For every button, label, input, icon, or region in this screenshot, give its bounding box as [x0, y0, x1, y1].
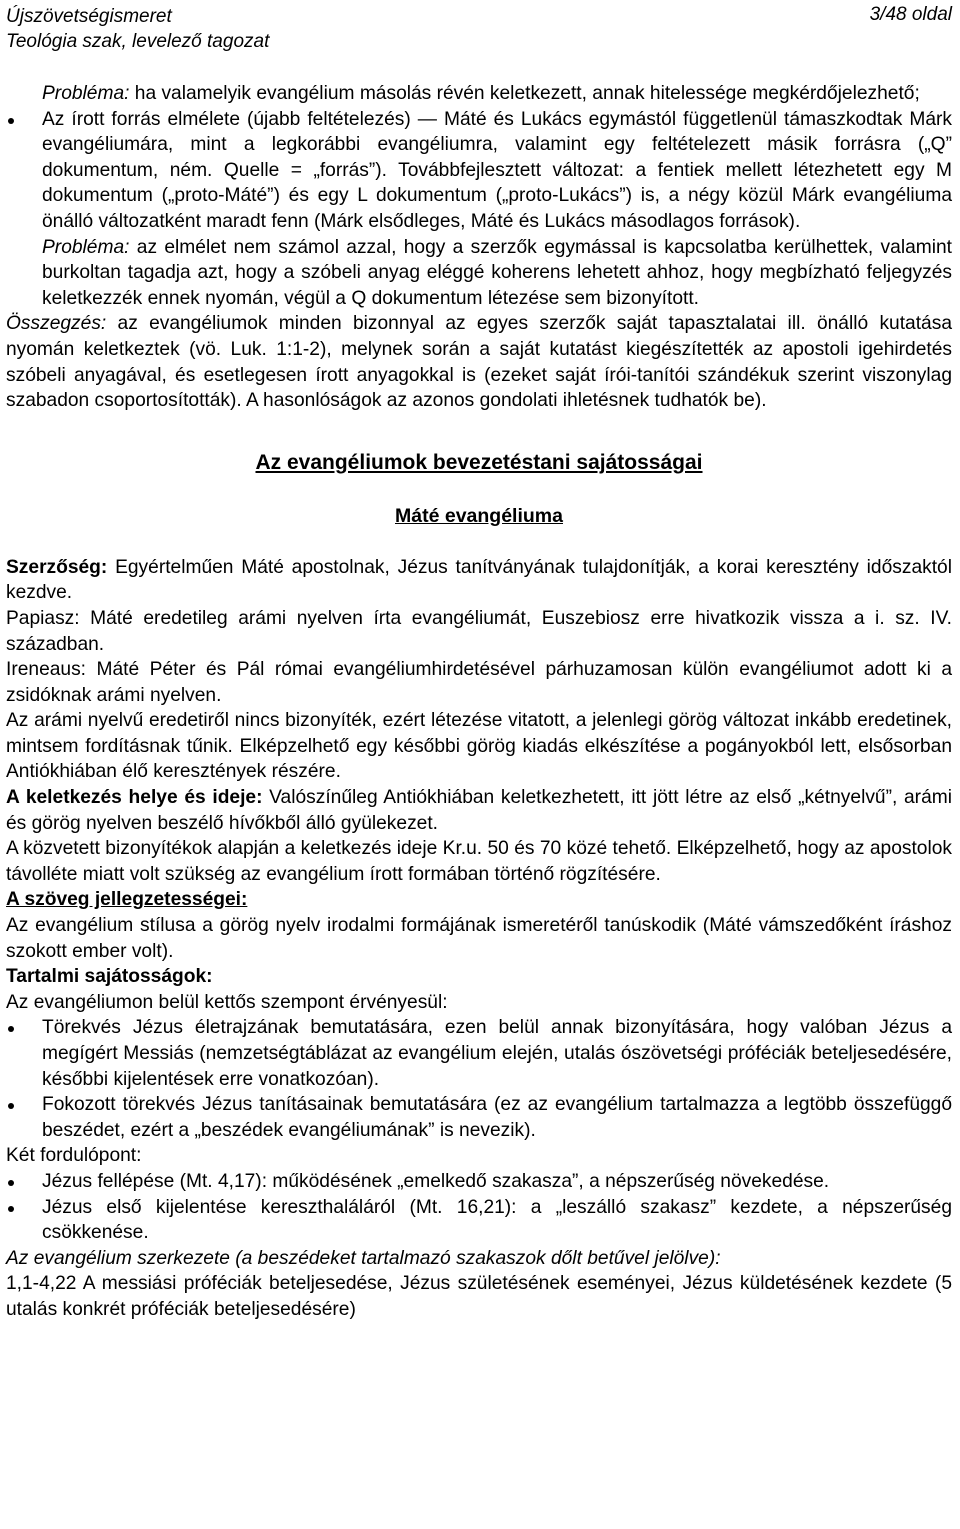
paragraph	[6, 311, 952, 413]
bullet-item	[6, 107, 952, 235]
paragraph	[6, 1246, 952, 1272]
paragraph-label: Tartalmi sajátosságok:	[6, 966, 213, 988]
document-header	[6, 4, 269, 54]
paragraph-label: A keletkezés helye és ideje:	[6, 787, 263, 809]
paragraph	[6, 836, 952, 887]
paragraph-text: Két fordulópont:	[6, 1145, 142, 1167]
page-number: 3/48 oldal	[869, 4, 952, 25]
document-subtitle: Teológia szak, levelező tagozat	[6, 31, 270, 52]
paragraph-label: Probléma:	[42, 236, 130, 258]
paragraph-label: Összegzés:	[6, 313, 107, 335]
paragraph	[6, 657, 952, 708]
paragraph	[6, 606, 952, 657]
paragraph-text: Az írott forrás elmélete (újabb feltételezés) — Máté és Lukács egymástól függetlenül támaszkodtak Márk evangéliumára, mint a legkorábbi evangéliumra, valamint egy feltételezett másik forrásra („Q” dokumentum, ném. Quelle = „forrás”). Továbbfejlesztett változat: a fentiek mellett létezhetett egy M dokumentum („proto-Máté”) és egy L dokumentum („proto-Lukács”) is, a négy közül Márk evangéliuma önálló változatként maradt fenn (Márk elsődleges, Máté és Lukács másodlagos források).	[42, 108, 952, 232]
bullet-item	[6, 1195, 952, 1246]
paragraph-text: Ireneaus: Máté Péter és Pál római evangéliumhirdetésével párhuzamosan külön evangéliumot adott ki a zsidóknak arámi nyelven.	[6, 659, 952, 706]
bullet-item	[6, 1169, 952, 1195]
paragraph	[6, 708, 952, 785]
paragraph-label: A szöveg jellegzetességei:	[6, 889, 248, 911]
paragraph-text: Fokozott törekvés Jézus tanításainak bemutatására (ez az evangélium tartalmazza a legtöbb összefüggő beszédet, ezért a „beszédek evangéliumának” is nevezik).	[42, 1094, 952, 1141]
paragraph-text: ha valamelyik evangélium másolás révén keletkezett, annak hitelessége megkérdőjelezhető;	[129, 83, 920, 104]
paragraph-text: 1,1-4,22 A messiási próféciák beteljesedése, Jézus születésének eseményei, Jézus küldetésének kezdete (5 utalás konkrét próféciák beteljesedésére)	[6, 1273, 952, 1320]
paragraph-text: Jézus első kijelentése kereszthaláláról (Mt. 16,21): a „leszálló szakasz” kezdete, a népszerűség csökkenése.	[42, 1196, 952, 1244]
paragraph-label: Az evangélium szerkezete (a beszédeket tartalmazó szakaszok dőlt betűvel jelölve):	[6, 1247, 721, 1269]
paragraph	[6, 785, 952, 836]
paragraph	[6, 1271, 952, 1322]
paragraph	[6, 555, 952, 606]
paragraph-text: Az evangélium stílusa a görög nyelv irodalmi formájának ismeretéről tanúskodik (Máté vámszedőként íráshoz szokott ember volt).	[6, 915, 952, 962]
paragraph	[42, 235, 952, 312]
paragraph-label: Szerzőség:	[6, 556, 108, 578]
paragraph-text: Papiasz: Máté eredetileg arámi nyelven írta evangéliumát, Euszebiosz erre hivatkozik vissza a i. sz. IV. században.	[6, 607, 952, 655]
paragraph-text: az evangéliumok minden bizonnyal az egyes szerzők saját tapasztalatai ill. önálló kutatása nyomán keletkeztek (vö. Luk. 1:1-2), melynek során a saját kutatást kiegészítették az apostoli igehirdetés szóbeli anyagával, és esetlegesen írott anyagokkal is (ezeket saját írói-tanítói szándékuk szerint viszonylag szabadon csoportosították). A hasonlóságok az azonos gondolati ihletésnek tudhatók be).	[6, 313, 952, 412]
paragraph-text: Az arámi nyelvű eredetiről nincs bizonyíték, ezért létezése vitatott, a jelenlegi görög változat inkább eredetinek, mintsem fordításnak tűnik. Elképzelhető egy későbbi görög kiadás elkészítése a pogányokból lett, elsősorban Antiókhiában élő keresztények részére.	[6, 710, 952, 783]
paragraph-label: Probléma:	[42, 83, 130, 104]
paragraph-text: A közvetett bizonyítékok alapján a keletkezés ideje Kr.u. 50 és 70 közé tehető. Elképzelhető, hogy az apostolok távolléte miatt volt szükség az evangélium írott formában történő rögzítésére.	[6, 838, 952, 885]
paragraph	[6, 913, 952, 964]
paragraph-text: Törekvés Jézus életrajzának bemutatására, ezen belül annak bizonyítására, hogy valóban Jézus a megígért Messiás (nemzetségtáblázat az evangélium elején, utalás ószövetségi próféciák beteljesedésére, későbbi kijelentések erre vonatkozóan).	[42, 1017, 952, 1090]
paragraph-text: Egyértelműen Máté apostolnak, Jézus tanítványának tulajdonítják, a korai keresztény időszaktól kezdve.	[6, 556, 952, 604]
bullet-item	[6, 1015, 952, 1092]
section-heading: Az evangéliumok bevezetéstani sajátosságai	[255, 450, 703, 474]
bullet-item	[6, 1092, 952, 1143]
document-body	[6, 81, 952, 1323]
paragraph-text: Valószínűleg Antiókhiában keletkezhetett, itt jött létre az első „kétnyelvű”, arámi és görög nyelven beszélő hívőkből álló gyülekezet.	[6, 787, 952, 834]
paragraph-text: Az evangéliumon belül kettős szempont érvényesül:	[6, 991, 448, 1013]
paragraph	[42, 81, 952, 107]
paragraph	[6, 990, 952, 1016]
paragraph-text: Jézus fellépése (Mt. 4,17): működésének „emelkedő szakasza”, a népszerűség növekedése.	[42, 1170, 830, 1192]
paragraph	[6, 964, 952, 990]
subsection-heading: Máté evangéliuma	[395, 504, 563, 527]
paragraph-text: az elmélet nem számol azzal, hogy a szerzők egymással is kapcsolatba kerülhettek, valamint burkoltan tagadja azt, hogy a szóbeli anyag eléggé koherens lehetett ahhoz, hogy megbízható feljegyzés keletkezzék ennek nyomán, végül a Q dokumentum létezése sem bizonyított.	[42, 236, 952, 309]
paragraph	[6, 887, 952, 913]
paragraph	[6, 1143, 952, 1169]
document-title: Újszövetségismeret	[6, 6, 172, 27]
